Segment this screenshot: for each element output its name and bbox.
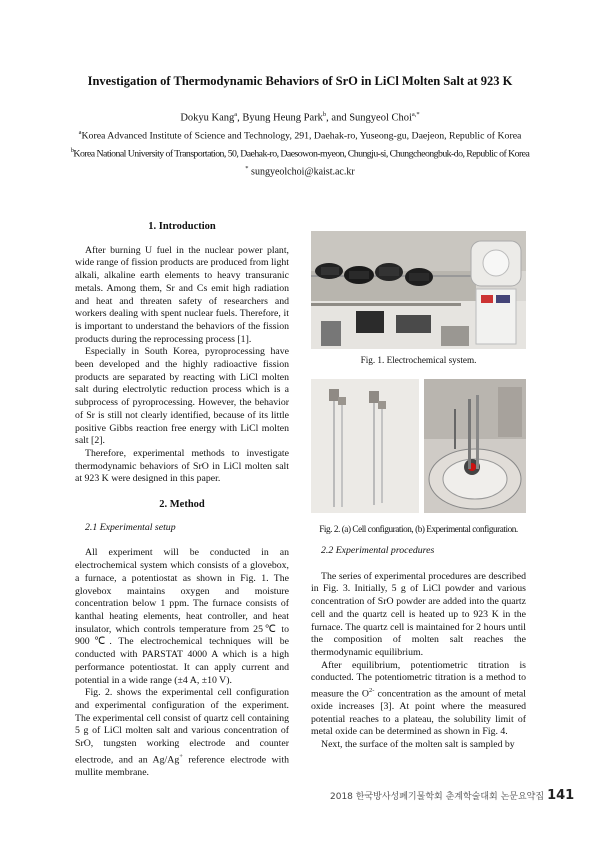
paper-title: Investigation of Thermodynamic Behaviors of SrO in LiCl Molten Salt at 923 K — [87, 74, 513, 88]
affiliation-text: Korea Advanced Institute of Science and Technology, 291, Daehak-ro, Yuseong-gu, Daejeon, Republic of Korea — [81, 130, 522, 142]
figure-2-caption: Fig. 2. (a) Cell configuration, (b) Experimental configuration. — [319, 524, 518, 534]
paragraph: After burning U fuel in the nuclear power plant, wide range of fission products are produced from light alkali, alkaline earth elements to heavy transuranic metals. Among them, Sr and Cs emit high radiation and heat and threaten safety of researchers and workers dealing with spent nuclear fuels. Therefore, it is important to understand the behaviors of the fission products during the reprocessing process [1]. — [75, 244, 289, 345]
figure-2b-photo — [424, 379, 526, 513]
figure-2a-photo — [311, 379, 419, 513]
superscript: 2- — [368, 687, 375, 695]
paragraph: All experiment will be conducted in an electrochemical system which consists of a glovebox, a furnace, a potentiostat as shown in Fig. 1. The glovebox maintains oxygen and moisture concentration below 1 ppm. The furnace consists of kanthal heating elements, heat controller, and heat insulator, which controls temperature from 25℃ to 900℃. The electrochemical techniques will be conducted with PARSTAT 4000 A which is a high performance potentiostat. It can apply current and potential in a wide range (±4 A, ±10 V). — [75, 547, 289, 686]
author-sup: b — [322, 111, 327, 118]
author-separator: , and — [326, 112, 350, 124]
paragraph-text: reference electrode with mullite membrane. — [75, 753, 290, 778]
author-separator: , — [237, 112, 243, 124]
author-name: Dokyu Kang — [180, 112, 235, 124]
cell-configuration-photo — [311, 379, 419, 513]
paragraph: Especially in South Korea, pyroprocessing have been developed and the highly radioactive fission products are separated by reacting with LiCl molten salt during electrolytic reduction process which is a subprocess of pyroprocessing. However, the behavior of Sr is still not clearly identified, because of its little positive Gibbs reaction free energy with LiCl molten salt [2]. — [75, 346, 289, 447]
paragraph — [311, 660, 526, 739]
author-list — [0, 111, 600, 124]
paragraph — [75, 687, 289, 779]
right-column — [311, 545, 526, 752]
paragraph: The series of experimental procedures are described in Fig. 3. Initially, 5 g of LiCl powder and various concentration of SrO powder are added into the quartz cell and the quartz cell is heated up to 923 K in the furnace. The quartz cell is maintained for 2 hours until the composition of molten salt reaches the thermodynamic equilibrium. — [311, 570, 526, 658]
paragraph-text: After equilibrium, potentiometric titration is conducted. The potentiometric titration is a method to measure the O — [311, 659, 526, 700]
affiliation — [0, 129, 600, 141]
author-name: Byung Heung Park — [242, 112, 323, 124]
paragraph: Therefore, experimental methods to investigate thermodynamic behaviors of SrO in LiCl molten salt at 923 K were designed in this paper. — [75, 447, 289, 485]
figure-1-caption: Fig. 1. Electrochemical system. — [360, 355, 477, 365]
superscript: + — [179, 752, 183, 760]
experimental-configuration-photo — [424, 379, 526, 513]
left-column — [75, 221, 289, 779]
page-number: 141 — [547, 788, 575, 803]
email-sup: * — [245, 165, 249, 172]
affiliation-text: Korea National University of Transportation, 50, Daehak-ro, Daesowon-myeon, Chungju-si, Chungcheongbuk-do, Republic of Korea — [73, 148, 530, 160]
paragraph-text: Fig. 2. shows the experimental cell configuration and experimental configuration of the experiment. The experimental cell consist of quartz cell containing 5 g of LiCl molten salt and various concentration of SrO, tungsten working electrode and counter electrode, and an Ag/Ag — [75, 687, 289, 765]
subsection-heading-procedures: 2.2 Experimental procedures — [321, 545, 435, 556]
figure-1-photo — [311, 231, 526, 349]
author-email — [0, 165, 600, 177]
footer-text: 2018 한국방사성폐기물학회 춘계학술대회 논문요약집 — [330, 792, 545, 802]
section-heading-method: 2. Method — [159, 499, 205, 511]
affiliation — [0, 147, 600, 159]
subsection-heading-setup: 2.1 Experimental setup — [85, 521, 176, 533]
email-text[interactable]: sungyeolchoi@kaist.ac.kr — [251, 166, 355, 178]
author-sup: a,* — [411, 111, 420, 118]
electrochemical-system-photo — [311, 231, 526, 349]
affiliation-sup: b — [70, 147, 74, 154]
affiliation-sup: a — [78, 129, 82, 136]
page-footer — [330, 788, 574, 803]
paragraph-text: concentration as the amount of metal oxide increases [3]. At point where the measured potential reaches to a plateau, the solubility limit of metal oxide can be determined as shown in Fig. 4. — [311, 688, 526, 738]
author-sup: a — [234, 111, 238, 118]
section-heading-introduction: 1. Introduction — [148, 221, 216, 232]
paragraph: Next, the surface of the molten salt is sampled by — [321, 739, 515, 751]
author-name: Sungyeol Choi — [349, 112, 412, 124]
